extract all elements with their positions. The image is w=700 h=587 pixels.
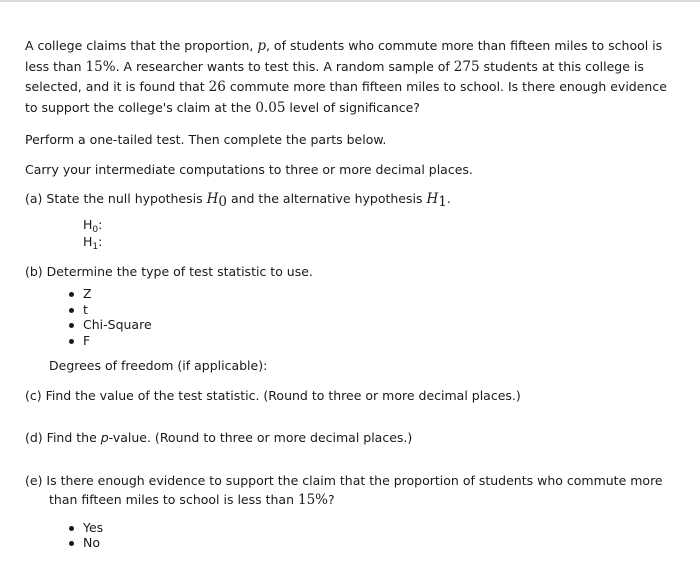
significance-level: 0.05 (255, 99, 286, 116)
test-statistic-options (25, 286, 675, 348)
option-no[interactable]: No (67, 535, 675, 551)
evidence-options (25, 520, 675, 551)
instruction-one-tailed: Perform a one-tailed test. Then complete the parts below. (25, 132, 387, 147)
success-count: 26 (208, 79, 226, 95)
part-e-prompt: (e) Is there enough evidence to support the claim that the proportion of students who commute more than fifteen miles to school is less than 15%? (25, 472, 663, 508)
claimed-proportion: 15% (85, 58, 116, 75)
part-a-prompt: (a) State the null hypothesis $H_0$ and the alternative hypothesis $H_1$. (25, 191, 451, 210)
top-divider (0, 0, 700, 2)
degrees-of-freedom-label: Degrees of freedom (if applicable): (49, 358, 268, 373)
option-t[interactable]: t (67, 302, 675, 318)
null-hypothesis-row[interactable]: $H_0$: (83, 216, 103, 235)
part-c-prompt: (c) Find the value of the test statistic. (Round to three or more decimal places.) (25, 387, 521, 403)
instruction-decimals: Carry your intermediate computations to three or more decimal places. (25, 161, 473, 177)
option-z[interactable]: Z (67, 286, 675, 302)
problem-statement: A college claims that the proportion, p, of students who commute more than fifteen miles to school is less than 15%. A researcher wants to test this. A random sample of 275 students at this college is selected, and it is found that 26 commute more than fifteen miles to school. Is there enough evidence to support the college's claim at the 0.05 level of significance? (25, 38, 667, 116)
sample-size: 275 (453, 58, 480, 75)
part-d-prompt: (d) Find the p-value. (Round to three or more decimal places.) (25, 430, 413, 445)
option-yes[interactable]: Yes (67, 520, 675, 536)
hypotheses-block (83, 216, 675, 250)
alternative-hypothesis-row[interactable]: $H_1$: (83, 233, 103, 252)
p-variable: p (257, 38, 266, 54)
option-f[interactable]: F (67, 333, 675, 349)
option-chi-square[interactable]: Chi-Square (67, 317, 675, 333)
part-b-prompt: (b) Determine the type of test statistic to use. (25, 263, 313, 279)
question-content (25, 36, 675, 559)
